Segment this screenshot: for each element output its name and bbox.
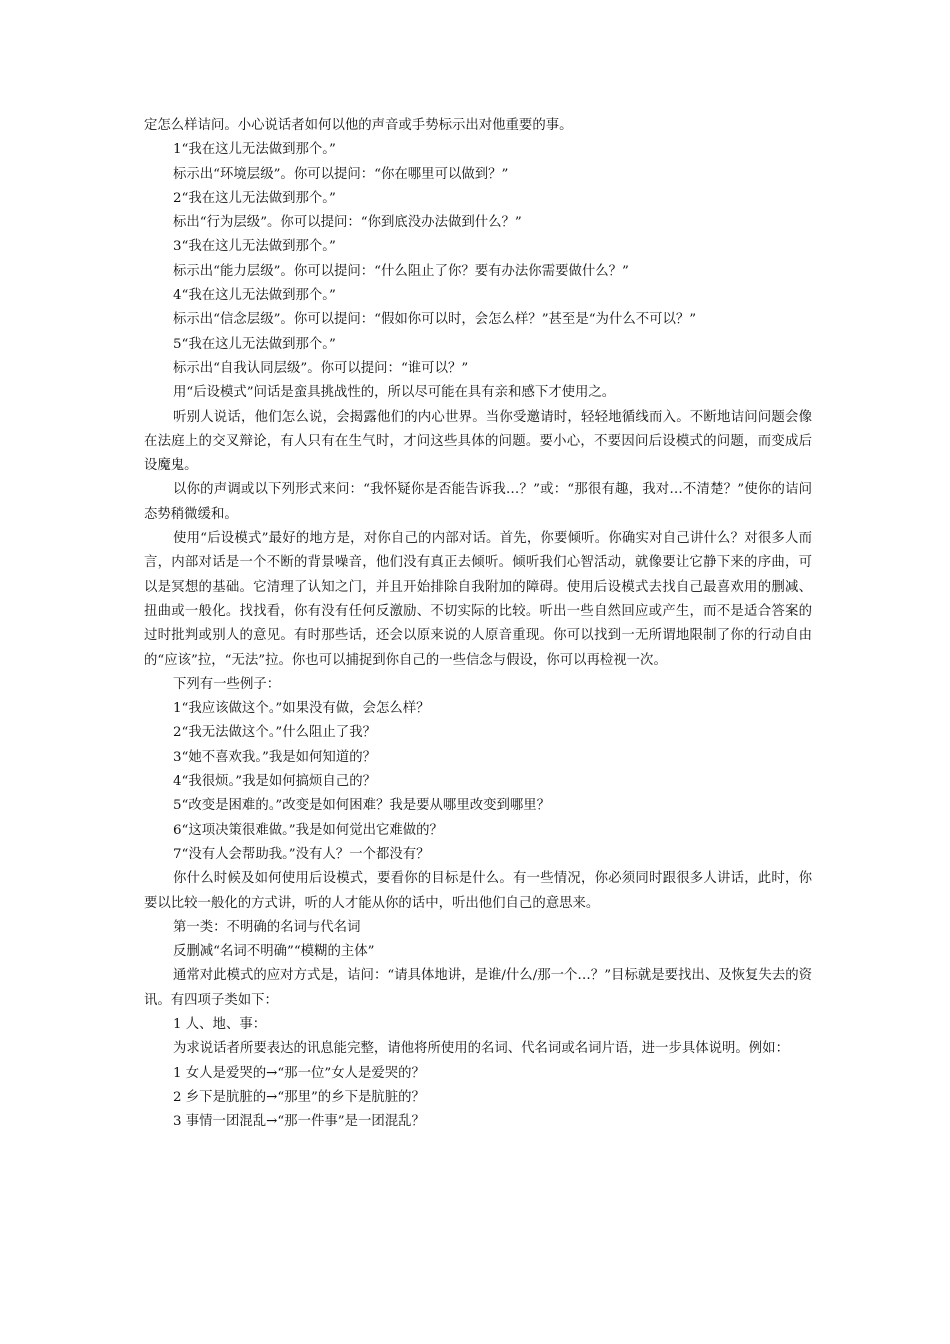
example-statement: 3“我在这儿无法做到那个。”	[173, 239, 336, 255]
paragraph: 以你的声调或以下列形式来问：“我怀疑你是否能告诉我…？”或：“那很有趣，我对…不清楚？”使你的诘问态势稍微缓和。	[144, 482, 812, 522]
example-statement: 4“我在这儿无法做到那个。”	[173, 288, 336, 304]
paragraph: 下列有一些例子：	[173, 676, 281, 692]
list-item: 4“我很烦。”我是如何搞烦自己的？	[173, 774, 376, 790]
document-page	[144, 114, 812, 1134]
example-statement: 2“我在这儿无法做到那个。”	[173, 190, 336, 206]
level-question: 标示出“环境层级”。你可以提问：“你在哪里可以做到？”	[173, 166, 509, 182]
example-statement: 5“我在这儿无法做到那个。”	[173, 336, 336, 352]
subheading: 反删减“名词不明确”“模糊的主体”	[173, 944, 375, 960]
paragraph: 使用“后设模式”最好的地方是，对你自己的内部对话。首先，你要倾听。你确实对自己讲什么？对很多人而言，内部对话是一个不断的背景噪音，他们没有真正去倾听。倾听我们心智活动，就像要让它静下来的序曲，可以是冥想的基础。它清理了认知之门，并且开始排除自我附加的障碍。使用后设模式去找自己最喜欢用的删减、扭曲或一般化。找找看，你有没有任何反激励、不切实际的比较。听出一些自然回应或产生，而不是适合答案的过时批判或别人的意见。有时那些话，还会以原来说的人原音重现。你可以找到一无所谓地限制了你的行动自由的“应该”拉，“无法”拉。你也可以捕捉到你自己的一些信念与假设，你可以再检视一次。	[144, 531, 812, 668]
level-question: 标示出“能力层级”。你可以提问：“什么阻止了你？要有办法你需要做什么？”	[173, 263, 629, 279]
section-heading: 第一类：不明确的名词与代名词	[173, 919, 361, 935]
paragraph: 听别人说话，他们怎么说，会揭露他们的内心世界。当你受邀请时，轻轻地循线而入。不断地诘问问题会像在法庭上的交叉辩论，有人只有在生气时，才问这些具体的问题。要小心，不要因问后设模式的问题，而变成后设魔鬼。	[144, 409, 812, 474]
list-item: 7“没有人会帮助我。”没有人？一个都没有？	[173, 846, 430, 862]
list-item: 2 乡下是肮脏的→“那里”的乡下是肮脏的？	[173, 1089, 425, 1105]
list-item: 5“改变是困难的。”改变是如何困难？我是要从哪里改变到哪里？	[173, 798, 551, 814]
list-item: 1 女人是爱哭的→“那一位”女人是爱哭的？	[173, 1065, 425, 1081]
paragraph: 用“后设模式”问话是蛮具挑战性的，所以尽可能在具有亲和感下才使用之。	[173, 385, 616, 401]
paragraph: 你什么时候及如何使用后设模式，要看你的目标是什么。有一些情况，你必须同时跟很多人讲话，此时，你要以比较一般化的方式讲，听的人才能从你的话中，听出他们自己的意思来。	[144, 871, 812, 911]
example-statement: 1“我在这儿无法做到那个。”	[173, 142, 336, 158]
level-question: 标出“行为层级”。你可以提问：“你到底没办法做到什么？”	[173, 215, 522, 231]
list-item: 3 事情一团混乱→“那一件事”是一团混乱？	[173, 1114, 425, 1130]
level-question: 标示出“信念层级”。你可以提问：“假如你可以时，会怎么样？”甚至是“为什么不可以？”	[173, 312, 697, 328]
level-question: 标示出“自我认同层级”。你可以提问：“谁可以？”	[173, 360, 469, 376]
list-item: 1“我应该做这个。”如果没有做，会怎么样？	[173, 701, 430, 717]
list-item: 6“这项决策很难做。”我是如何觉出它难做的？	[173, 822, 443, 838]
paragraph: 定怎么样诘问。小心说话者如何以他的声音或手势标示出对他重要的事。	[144, 118, 573, 133]
paragraph: 为求说话者所要表达的讯息能完整，请他将所使用的名词、代名词或名词片语，进一步具体说明。例如：	[173, 1041, 789, 1057]
list-item: 3“她不喜欢我。”我是如何知道的？	[173, 749, 376, 765]
list-item: 2“我无法做这个。”什么阻止了我？	[173, 725, 376, 741]
paragraph: 通常对此模式的应对方式是，诘问：“请具体地讲，是谁/什么/那一个…？”目标就是要找出、及恢复失去的资讯。有四项子类如下：	[144, 968, 812, 1008]
subsection-heading: 1 人、地、事：	[173, 1016, 267, 1032]
